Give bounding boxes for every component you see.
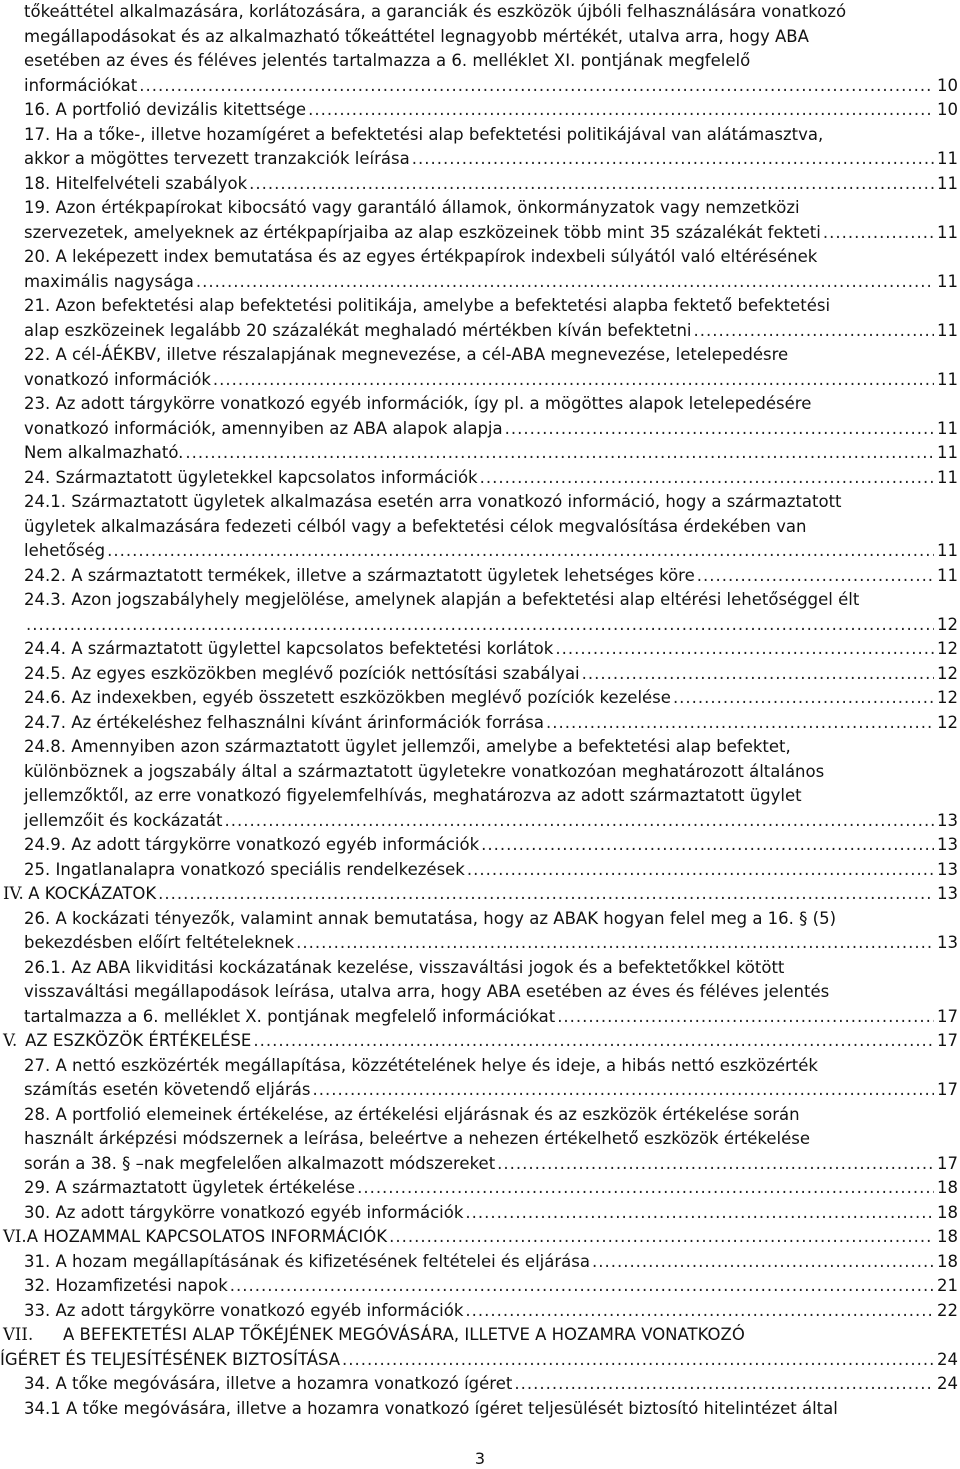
toc-line xyxy=(24,858,958,883)
toc-entry-text: bekezdésben előírt feltételeknek xyxy=(24,933,295,952)
toc-page-number: 24 xyxy=(937,1374,958,1393)
dot-leader xyxy=(480,466,934,491)
toc-line xyxy=(24,270,958,295)
toc-entry-text: 24.1. Származtatott ügyletek alkalmazása esetén arra vonatkozó információ, hogy a származtatott xyxy=(24,492,842,511)
toc-entry-text: akkor a mögöttes tervezett tranzakciók leírása xyxy=(24,149,410,168)
toc-entry-text: 24.7. Az értékeléshez felhasználni kívánt árinformációk forrása xyxy=(24,712,545,732)
toc-page-number: 13 xyxy=(937,933,958,952)
toc-entry-text: 20. A leképezett index bemutatása és az egyes értékpapírok indexbeli súlyától való eltérésének xyxy=(24,247,818,266)
page-number: 3 xyxy=(474,1449,486,1468)
dot-leader xyxy=(312,1078,934,1103)
toc-line xyxy=(24,931,958,956)
toc-section-heading[interactable] xyxy=(3,1225,958,1250)
toc-line xyxy=(24,368,958,393)
toc-page-number: 12 xyxy=(937,639,958,658)
dot-leader xyxy=(505,417,934,442)
dot-leader xyxy=(497,1152,934,1177)
toc-line xyxy=(24,294,958,319)
toc-page-number: 11 xyxy=(937,369,958,389)
toc-line xyxy=(24,735,958,760)
toc-line xyxy=(0,1348,958,1373)
dot-leader xyxy=(185,441,934,466)
toc-line xyxy=(24,1103,958,1128)
dot-leader xyxy=(697,564,934,589)
toc-line xyxy=(24,662,958,687)
toc-line xyxy=(24,1078,958,1103)
roman-numeral: VII. xyxy=(3,1325,34,1344)
toc-line xyxy=(24,0,958,25)
toc-line xyxy=(24,1176,958,1201)
toc-entry[interactable] xyxy=(24,588,958,637)
toc-entry-text: használt árképzési módszernek a leírása, beleértve a nehezen értékelhető eszközök értékelése xyxy=(24,1129,811,1148)
toc-line xyxy=(24,613,958,638)
toc-entry[interactable] xyxy=(24,98,958,123)
toc-line xyxy=(24,1201,958,1226)
toc-line xyxy=(24,784,958,809)
dot-leader xyxy=(546,711,934,736)
toc-entry-text: visszaváltási megállapodások leírása, utalva arra, hogy ABA esetében az éves és féléves jelentés xyxy=(24,982,830,1001)
toc-entry-text: 27. A nettó eszközérték megállapítása, közzétételének helye és ideje, a hibás nettó eszközérték xyxy=(24,1055,818,1075)
toc-entry-text: 30. Az adott tárgykörre vonatkozó egyéb információk xyxy=(24,1202,464,1222)
toc-page-number: 11 xyxy=(937,541,958,560)
toc-entry[interactable] xyxy=(24,1372,958,1397)
toc-line xyxy=(24,809,958,834)
toc-line xyxy=(24,833,958,858)
toc-entry[interactable] xyxy=(24,858,958,883)
dot-leader xyxy=(673,686,934,711)
toc-entry-text: tőkeáttétel alkalmazására, korlátozására, a garanciák és eszközök újbóli felhasználására vonatkozó xyxy=(24,2,847,21)
toc-line xyxy=(24,392,958,417)
toc-page-number: 18 xyxy=(937,1178,958,1197)
toc-entry-text: vonatkozó információk, amennyiben az ABA alapok alapja xyxy=(24,418,503,438)
toc-page-number: 11 xyxy=(937,467,958,487)
toc-entry-text: 33. Az adott tárgykörre vonatkozó egyéb információk xyxy=(24,1300,464,1320)
toc-entry-text: különböznek a jogszabály által a származtatott ügyletekre vonatkozóan meghatározott általános xyxy=(24,761,825,781)
toc-entry[interactable] xyxy=(24,245,958,294)
toc-line xyxy=(24,25,958,50)
dot-leader xyxy=(308,98,934,123)
dot-leader xyxy=(555,637,934,662)
toc-page-number: 13 xyxy=(937,884,958,903)
toc-entry-text: 31. A hozam megállapításának és kifizetésének feltételei és eljárása xyxy=(24,1251,590,1271)
toc-line xyxy=(24,417,958,442)
toc-entry-text: Nem alkalmazható. xyxy=(24,443,184,462)
dot-leader xyxy=(253,1029,934,1054)
toc-entry[interactable] xyxy=(24,0,958,98)
toc-line xyxy=(24,1299,958,1324)
dot-leader xyxy=(389,1225,934,1250)
toc-entry-text: lehetőség xyxy=(24,541,106,560)
toc-entry-text: megállapodásokat és az alkalmazható tőkeáttétel legnagyobb mértékét, utalva arra, hogy ABA xyxy=(24,26,809,46)
toc-entry[interactable] xyxy=(24,1176,958,1201)
toc-line xyxy=(24,490,958,515)
toc-entry-text: 26. A kockázati tényezők, valamint annak bemutatása, hogy az ABAK hogyan felel meg a 16. § (5) xyxy=(24,908,837,928)
toc-line xyxy=(24,1372,958,1397)
dot-leader xyxy=(465,1201,934,1226)
dot-leader xyxy=(249,172,934,197)
toc-entry[interactable] xyxy=(24,1103,958,1177)
toc-entry-text: 29. A származtatott ügyletek értékelése xyxy=(24,1178,356,1197)
toc-entry[interactable] xyxy=(24,441,958,466)
toc-entry-text: AZ ESZKÖZÖK ÉRTÉKELÉSE xyxy=(25,1031,252,1050)
dot-leader xyxy=(342,1348,934,1373)
toc-line xyxy=(24,956,958,981)
dot-leader xyxy=(230,1274,934,1299)
toc-page-number: 12 xyxy=(937,688,958,707)
dot-leader xyxy=(557,1005,934,1030)
toc-entry-text: 17. Ha a tőke-, illetve hozamígéret a befektetési alap befektetési politikájával van alátámasztva, xyxy=(24,124,824,144)
toc-entry[interactable] xyxy=(24,392,958,441)
toc-page-number: 13 xyxy=(937,859,958,879)
toc-line xyxy=(24,1127,958,1152)
toc-entry[interactable] xyxy=(24,172,958,197)
toc-entry[interactable] xyxy=(24,1054,958,1103)
toc-page-number: 11 xyxy=(937,222,958,242)
toc-section-heading[interactable] xyxy=(0,1323,958,1372)
toc-entry-text: 28. A portfolió elemeinek értékelése, az értékelési eljárásnak és az eszközök értékelése során xyxy=(24,1104,800,1124)
toc-entry-text: 22. A cél-ÁÉKBV, illetve részalapjának megnevezése, a cél-ABA megnevezése, letelepedésre xyxy=(24,345,789,364)
toc-entry[interactable] xyxy=(24,956,958,1030)
toc-entry-text: szervezetek, amelyeknek az értékpapírjaiba az alap eszközeinek több mint 35 százalékát fekteti xyxy=(24,222,821,242)
toc-entry-text: 19. Azon értékpapírokat kibocsátó vagy garantáló államok, önkormányzatok vagy nemzetközi xyxy=(24,198,800,217)
toc-entry[interactable] xyxy=(24,466,958,491)
toc-page-number: 11 xyxy=(937,173,958,193)
toc-entry-text: 21. Azon befektetési alap befektetési politikája, amelybe a befektetési alapba fektető befektetési xyxy=(24,296,831,315)
toc-line xyxy=(3,1029,958,1054)
toc-section-heading[interactable] xyxy=(3,882,958,907)
toc-line xyxy=(24,1274,958,1299)
toc-entry-text: maximális nagysága xyxy=(24,271,194,291)
toc-line xyxy=(24,980,958,1005)
dot-leader xyxy=(357,1176,934,1201)
toc-line xyxy=(3,1323,958,1348)
toc-entry-text: 34. A tőke megóvására, illetve a hozamra vonatkozó ígéret xyxy=(24,1374,513,1393)
toc-line xyxy=(24,98,958,123)
toc-page-number: 18 xyxy=(937,1202,958,1222)
toc-line xyxy=(24,245,958,270)
dot-leader xyxy=(694,319,935,344)
toc-entry[interactable] xyxy=(24,490,958,564)
toc-page-number: 12 xyxy=(937,614,958,634)
toc-entry-text: tartalmazza a 6. melléklet X. pontjának megfelelő információkat xyxy=(24,1006,556,1026)
dot-leader xyxy=(107,539,934,564)
toc-line xyxy=(24,1397,958,1422)
toc-entry[interactable] xyxy=(24,294,958,343)
toc-entry[interactable] xyxy=(24,1201,958,1226)
roman-numeral: V. xyxy=(3,1031,18,1050)
toc-line xyxy=(24,49,958,74)
toc-page-number: 17 xyxy=(937,1006,958,1026)
toc-page-number: 21 xyxy=(937,1276,958,1295)
dot-leader xyxy=(26,613,934,638)
dot-leader xyxy=(412,147,934,172)
toc-entry[interactable] xyxy=(24,907,958,956)
toc-page-number: 10 xyxy=(937,100,958,119)
toc-line xyxy=(3,1225,958,1250)
toc-line xyxy=(24,760,958,785)
toc-entry-text: 25. Ingatlanalapra vonatkozó speciális rendelkezések xyxy=(24,859,465,879)
dot-leader xyxy=(225,809,934,834)
toc-line xyxy=(24,1152,958,1177)
toc-page-number: 18 xyxy=(937,1227,958,1246)
toc-entry-text: 24. Származtatott ügyletekkel kapcsolatos információk xyxy=(24,467,478,487)
toc-page-number: 17 xyxy=(937,1153,958,1173)
dot-leader xyxy=(158,882,934,907)
toc-entry-text: 24.5. Az egyes eszközökben meglévő pozíciók nettósítási szabályai xyxy=(24,663,580,683)
toc-line xyxy=(24,74,958,99)
toc-entry[interactable] xyxy=(24,196,958,245)
toc-entry[interactable] xyxy=(24,1299,958,1324)
toc-line xyxy=(24,564,958,589)
toc-line xyxy=(24,515,958,540)
toc-page-number: 17 xyxy=(937,1031,958,1050)
toc-entry-text: A HOZAMMAL KAPCSOLATOS INFORMÁCIÓK xyxy=(26,1227,388,1246)
dot-leader xyxy=(139,74,934,99)
toc-page-number: 18 xyxy=(937,1251,958,1271)
dot-leader xyxy=(514,1372,934,1397)
toc-page-number: 11 xyxy=(937,271,958,291)
dot-leader xyxy=(465,1299,934,1324)
toc-line xyxy=(24,1054,958,1079)
toc-page-number: 10 xyxy=(937,75,958,95)
toc-line xyxy=(24,711,958,736)
toc-page-number: 13 xyxy=(937,810,958,830)
toc-entry-text: 24.3. Azon jogszabályhely megjelölése, amelynek alapján a befektetési alap eltérési lehetőséggel élt xyxy=(24,590,860,609)
toc-line xyxy=(24,343,958,368)
toc-page-number: 12 xyxy=(937,663,958,683)
toc-entry-text: ügyletek alkalmazására fedezeti célból vagy a befektetési célok megvalósítása érdekében van xyxy=(24,516,807,536)
toc-line xyxy=(24,1250,958,1275)
toc-entry-text: A KOCKÁZATOK xyxy=(28,884,157,903)
toc-entry-text: számítás esetén követendő eljárás xyxy=(24,1080,311,1099)
toc-line xyxy=(24,588,958,613)
dot-leader xyxy=(296,931,934,956)
toc-line xyxy=(24,196,958,221)
toc-entry-text: 24.8. Amennyiben azon származtatott ügylet jellemzői, amelybe a befektetési alap befektet, xyxy=(24,737,791,756)
toc-entry[interactable] xyxy=(24,123,958,172)
toc-entry-text: információkat xyxy=(24,75,138,95)
toc-page-number: 17 xyxy=(937,1080,958,1099)
dot-leader xyxy=(196,270,934,295)
toc-line xyxy=(24,319,958,344)
toc-entry-text: 24.2. A származtatott termékek, illetve a származtatott ügyletek lehetséges köre xyxy=(24,565,695,585)
toc-entry-text: 24.6. Az indexekben, egyéb összetett eszközökben meglévő pozíciók kezelése xyxy=(24,688,671,707)
toc-entry-text: ÍGÉRET ÉS TELJESÍTÉSÉNEK BIZTOSÍTÁSA xyxy=(0,1349,341,1369)
toc-entry[interactable] xyxy=(24,711,958,736)
toc-entry-text: esetében az éves és féléves jelentés tartalmazza a 6. melléklet XI. pontjának megfelelő xyxy=(24,51,751,70)
toc-entry-text: 34.1 A tőke megóvására, illetve a hozamra vonatkozó ígéret teljesülését biztosító hitelintézet által xyxy=(24,1398,838,1418)
toc-page-number: 11 xyxy=(937,418,958,438)
toc-page-number: 12 xyxy=(937,712,958,732)
toc-line xyxy=(3,882,958,907)
dot-leader xyxy=(582,662,934,687)
toc-entry-text: 24.9. Az adott tárgykörre vonatkozó egyéb információk xyxy=(24,835,480,854)
toc-entry-text: során a 38. § –nak megfelelően alkalmazott módszereket xyxy=(24,1153,496,1173)
toc-line xyxy=(24,441,958,466)
toc-entry-text: 32. Hozamfizetési napok xyxy=(24,1276,228,1295)
dot-leader xyxy=(213,368,934,393)
toc-page-number: 24 xyxy=(937,1349,958,1369)
toc-entry-text: jellemzőit és kockázatát xyxy=(24,810,223,830)
toc-entry[interactable] xyxy=(24,1274,958,1299)
toc-entry[interactable] xyxy=(24,1250,958,1275)
toc-entry[interactable] xyxy=(24,735,958,833)
toc-entry-text: A BEFEKTETÉSI ALAP TŐKÉJÉNEK MEGÓVÁSÁRA, ILLETVE A HOZAMRA VONATKOZÓ xyxy=(63,1325,745,1344)
toc-entry-text: vonatkozó információk xyxy=(24,369,211,389)
roman-numeral: IV. xyxy=(3,884,24,903)
toc-line xyxy=(24,1005,958,1030)
dot-leader xyxy=(823,221,934,246)
toc-page-number: 11 xyxy=(937,565,958,585)
toc-section-heading[interactable] xyxy=(3,1029,958,1054)
toc-line xyxy=(24,539,958,564)
roman-numeral: VI. xyxy=(3,1227,27,1246)
toc-entry[interactable] xyxy=(24,1397,958,1422)
toc-page-number: 22 xyxy=(937,1300,958,1320)
toc-entry[interactable] xyxy=(24,662,958,687)
toc-entry-text: jellemzőktől, az erre vonatkozó figyelemfelhívás, meghatározva az adott származtatott ügylet xyxy=(24,786,802,805)
toc-entry[interactable] xyxy=(24,686,958,711)
dot-leader xyxy=(467,858,934,883)
toc-page-number: 11 xyxy=(937,149,958,168)
toc-page-number: 11 xyxy=(937,320,958,340)
toc-entry[interactable] xyxy=(24,564,958,589)
dot-leader xyxy=(592,1250,934,1275)
toc-entry-text: alap eszközeinek legalább 20 százalékát meghaladó mértékben kíván befektetni xyxy=(24,320,692,340)
toc-line xyxy=(24,686,958,711)
toc-page-number: 13 xyxy=(937,835,958,854)
toc-line xyxy=(24,466,958,491)
toc-entry[interactable] xyxy=(24,637,958,662)
toc-line xyxy=(24,123,958,148)
toc-entry-text: 18. Hitelfelvételi szabályok xyxy=(24,173,248,193)
toc-entry-text: 23. Az adott tárgykörre vonatkozó egyéb információk, így pl. a mögöttes alapok letelepedésére xyxy=(24,394,812,413)
toc-entry[interactable] xyxy=(24,343,958,392)
toc-line xyxy=(24,172,958,197)
dot-leader xyxy=(481,833,934,858)
toc-entry-text: 26.1. Az ABA likviditási kockázatának kezelése, visszaváltási jogok és a befektetőkkel kötött xyxy=(24,957,785,977)
toc-line xyxy=(24,147,958,172)
toc-entry-text: 24.4. A származtatott ügylettel kapcsolatos befektetési korlátok xyxy=(24,639,554,658)
toc-line xyxy=(24,907,958,932)
toc-line xyxy=(24,637,958,662)
toc-page-number: 11 xyxy=(937,443,958,462)
toc-entry[interactable] xyxy=(24,833,958,858)
toc-entry-text: 16. A portfolió devizális kitettsége xyxy=(24,100,307,119)
toc-line xyxy=(24,221,958,246)
